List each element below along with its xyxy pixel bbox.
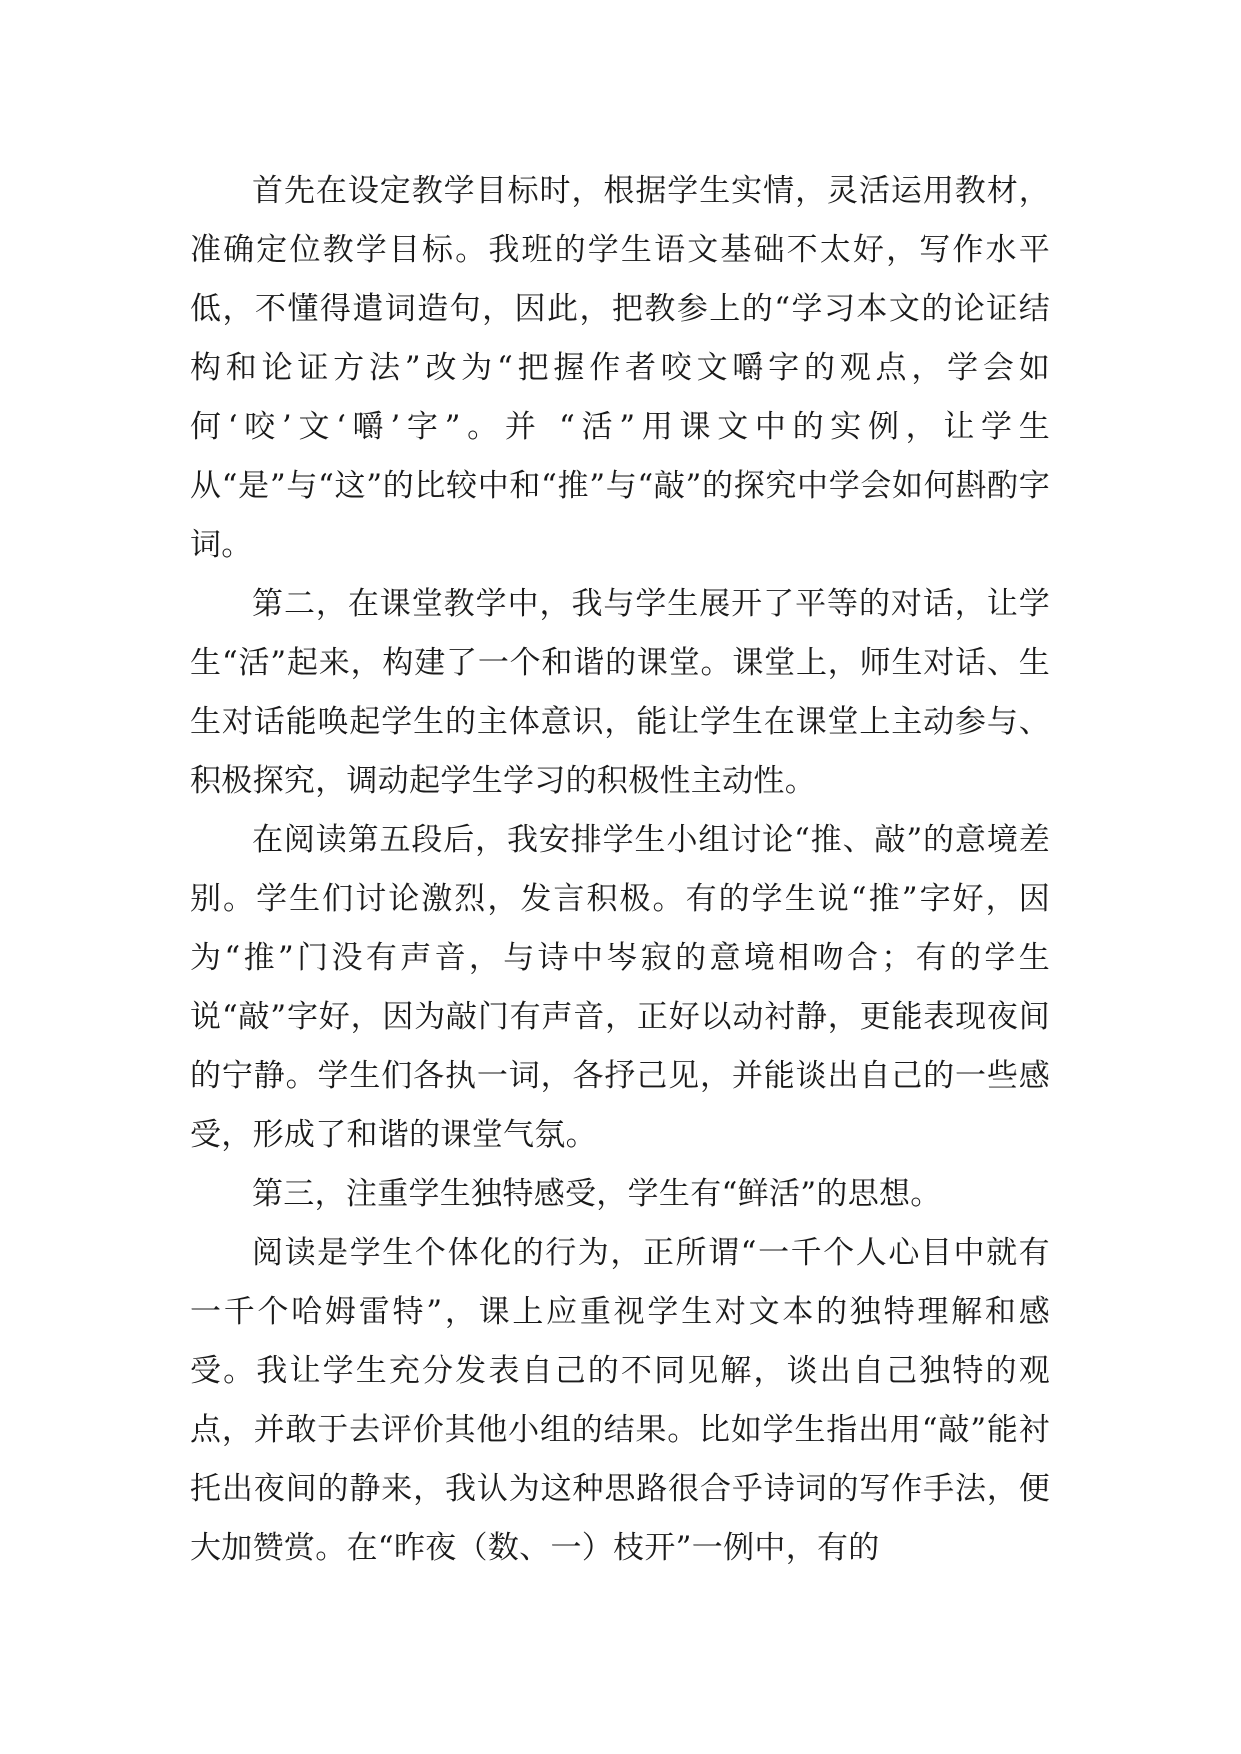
paragraph-teaching-goals: 首先在设定教学目标时，根据学生实情，灵活运用教材，准确定位教学目标。我班的学生语文基础不太好，写作水平低，不懂得遣词造句，因此，把教参上的“学习本文的论证结构和论证方法”改为“把握作者咬文嚼字的观点，学会如何‘咬’文‘嚼’字”。并 “活”用课文中的实例，让学生从“是”与“这”的比较中和“推”与“敲”的探究中学会如何斟酌字词。: [190, 173, 1050, 563]
document-body: [190, 162, 1050, 1578]
paragraph-unique-feelings-heading: 第三，注重学生独特感受，学生有“鲜活”的思想。: [252, 1176, 942, 1212]
paragraph-group-discussion: 在阅读第五段后，我安排学生小组讨论“推、敲”的意境差别。学生们讨论激烈，发言积极。有的学生说“推”字好，因为“推”门没有声音，与诗中岑寂的意境相吻合；有的学生说“敲”字好，因为敲门有声音，正好以动衬静，更能表现夜间的宁静。学生们各执一词，各抒己见，并能谈出自己的一些感受，形成了和谐的课堂气氛。: [190, 822, 1050, 1153]
paragraph-classroom-dialogue: 第二，在课堂教学中，我与学生展开了平等的对话，让学生“活”起来，构建了一个和谐的课堂。课堂上，师生对话、生生对话能唤起学生的主体意识，能让学生在课堂上主动参与、积极探究，调动起学生学习的积极性主动性。: [190, 586, 1050, 799]
paragraph-reading-individuality: 阅读是学生个体化的行为，正所谓“一千个人心目中就有一千个哈姆雷特”，课上应重视学生对文本的独特理解和感受。我让学生充分发表自己的不同见解，谈出自己独特的观点，并敢于去评价其他小组的结果。比如学生指出用“敲”能衬托出夜间的静来，我认为这种思路很合乎诗词的写作手法，便大加赞赏。在“昨夜（数、一）枝开”一例中，有的: [190, 1235, 1050, 1566]
